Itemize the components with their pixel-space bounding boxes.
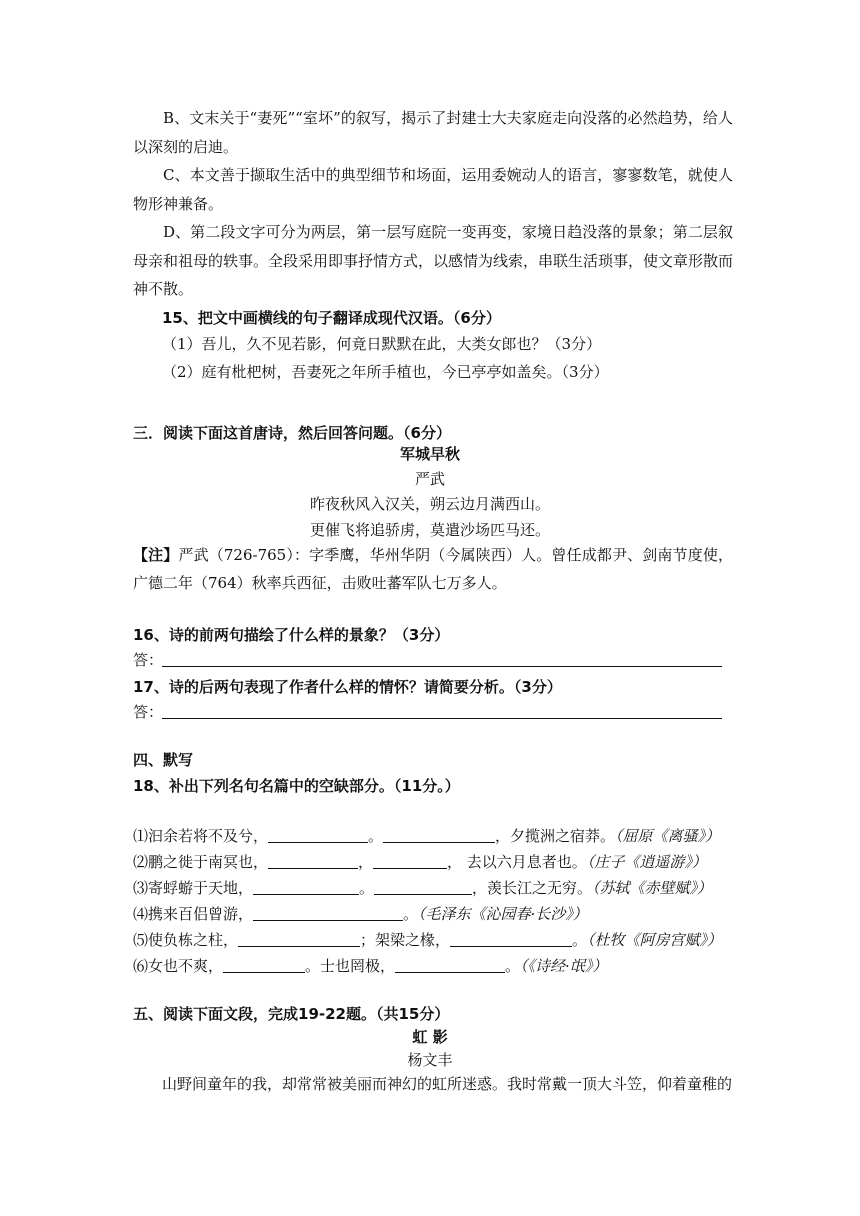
dictation-item-5: ⑸使负栋之柱， ；架梁之椽， 。（杜牧《阿房宫赋》） xyxy=(133,931,723,949)
q17-answer-label: 答： xyxy=(133,703,164,721)
poem-title: 军城早秋 xyxy=(399,445,460,463)
blank[interactable] xyxy=(268,828,368,843)
q14-option-b: B、文末关于“妻死”“室坏”的叙写，揭示了封建士大夫家庭走向没落的必然趋势，给人以深刻的启迪。 xyxy=(133,109,733,156)
q18-title: 18、补出下列名句名篇中的空缺部分。（11分。） xyxy=(133,777,460,795)
dictation-item-1: ⑴汩余若将不及兮， 。 ，夕揽洲之宿莽。（屈原《离骚》） xyxy=(133,827,721,845)
dictation-item-3: ⑶寄蜉蝣于天地， 。 ，羡长江之无穷。（苏轼《赤壁赋》） xyxy=(133,879,713,897)
q16-answer-line[interactable] xyxy=(162,665,722,667)
q17-title: 17、诗的后两句表现了作者什么样的情怀？请简要分析。（3分） xyxy=(133,678,562,696)
blank[interactable] xyxy=(238,932,360,947)
dictation-item-2: ⑵鹏之徙于南冥也， ， ， 去以六月息者也。（庄子《逍遥游》） xyxy=(133,853,707,871)
q15-item-1: （1）吾儿，久不见若影，何竟日默默在此，大类女郎也？（3分） xyxy=(162,335,602,353)
blank[interactable] xyxy=(450,932,572,947)
blank[interactable] xyxy=(268,854,358,869)
blank[interactable] xyxy=(373,854,447,869)
dictation-item-6: ⑹女也不爽， 。士也罔极， 。（《诗经·氓》） xyxy=(133,957,608,975)
article-author: 杨文丰 xyxy=(407,1051,453,1069)
q16-answer-label: 答： xyxy=(133,651,164,669)
blank[interactable] xyxy=(253,880,359,895)
poem-author: 严武 xyxy=(414,470,445,488)
q14-option-c: C、本文善于撷取生活中的典型细节和场面，运用委婉动人的语言，寥寥数笔，就使人物形神兼备。 xyxy=(133,166,733,213)
q14-option-d: D、第二段文字可分为两层，第一层写庭院一变再变，家境日趋没落的景象；第二层叙母亲和祖母的轶事。全段采用即事抒情方式，以感情为线索，串联生活琐事，使文章形散而神不散。 xyxy=(133,223,734,298)
section-5-heading: 五、阅读下面文段，完成19-22题。（共15分） xyxy=(133,1005,450,1023)
dictation-item-4: ⑷携来百侣曾游， 。（毛泽东《沁园春·长沙》） xyxy=(133,905,588,923)
poem-line-2: 更催飞将追骄虏，莫遣沙场匹马还。 xyxy=(309,521,550,539)
poem-line-1: 昨夜秋风入汉关，朔云边月满西山。 xyxy=(309,495,550,513)
q15-title: 15、把文中画横线的句子翻译成现代汉语。（6分） xyxy=(162,309,501,327)
note-label: 【注】 xyxy=(133,546,179,564)
q16-title: 16、诗的前两句描绘了什么样的景象？（3分） xyxy=(133,626,450,644)
poem-note xyxy=(133,541,733,597)
section-3-heading: 三．阅读下面这首唐诗，然后回答问题。（6分） xyxy=(133,424,451,442)
q17-answer-line[interactable] xyxy=(162,717,722,719)
note-text: 严武（726-765）：字季鹰，华州华阴（今属陕西）人。曾任成都尹、剑南节度使，广德二年（764）秋率兵西征，击败吐蕃军队七万多人。 xyxy=(133,546,733,592)
blank[interactable] xyxy=(374,880,472,895)
article-first-line: 山野间童年的我，却常常被美丽而神幻的虹所迷惑。我时常戴一顶大斗笠，仰着童稚的 xyxy=(162,1075,733,1093)
blank[interactable] xyxy=(253,906,403,921)
blank[interactable] xyxy=(383,828,495,843)
article-title: 虹 影 xyxy=(412,1028,448,1046)
blank[interactable] xyxy=(223,958,305,973)
section-4-heading: 四、默写 xyxy=(133,751,194,769)
q15-item-2: （2）庭有枇杷树，吾妻死之年所手植也，今已亭亭如盖矣。（3分） xyxy=(162,363,609,381)
blank[interactable] xyxy=(395,958,505,973)
